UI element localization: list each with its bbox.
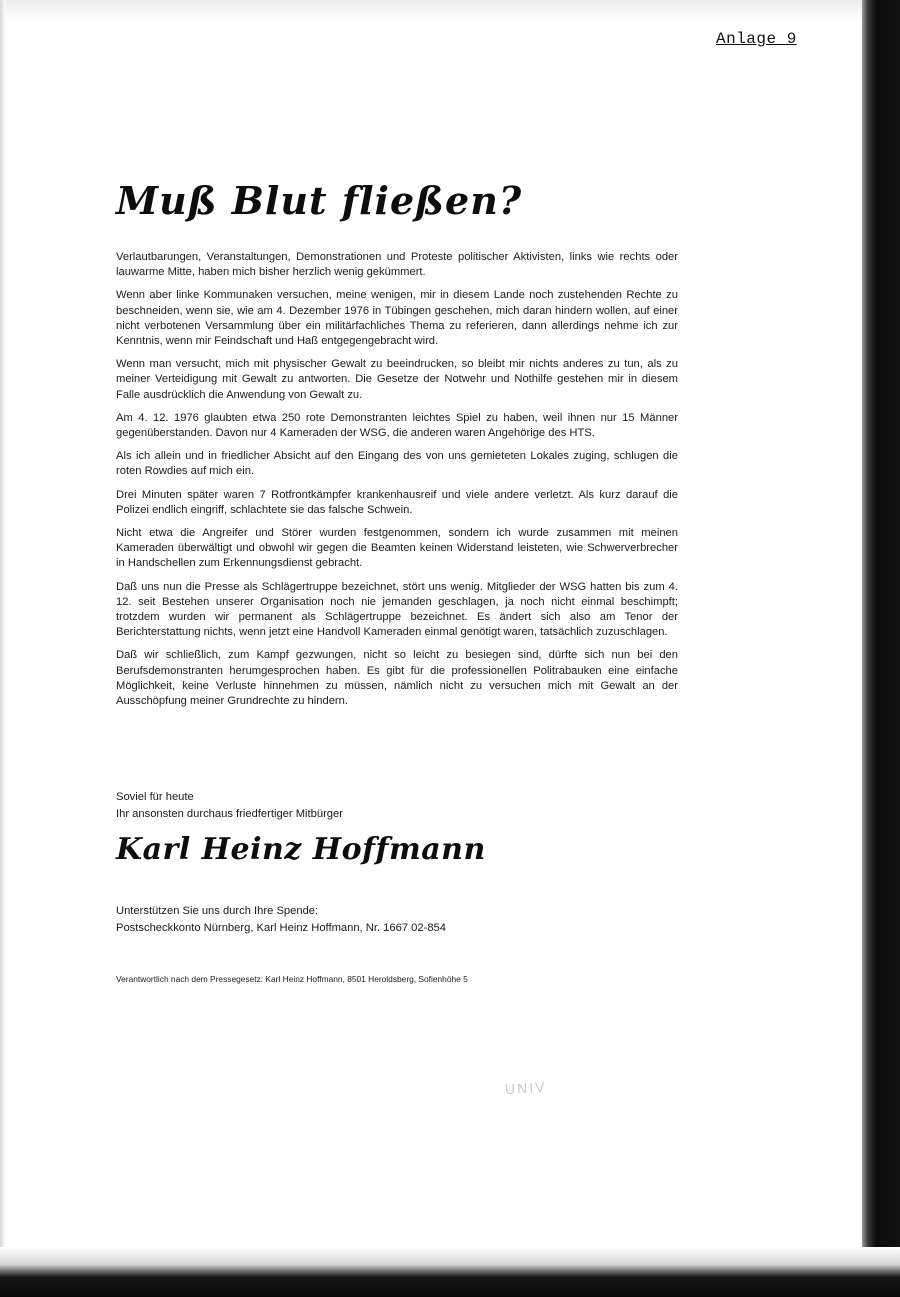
donation-line: Postscheckkonto Nürnberg, Karl Heinz Hoffmann, Nr. 1667 02-854 [116,922,447,934]
scan-edge-right [862,0,900,1297]
paragraph: Als ich allein und in friedlicher Absicht auf den Eingang des von uns gemieteten Lokales zuging, schlugen die roten Rowdies auf mich ein. [116,450,678,478]
imprint-note: Verantwortlich nach dem Pressegesetz: Karl Heinz Hoffmann, 8501 Heroldsberg, Sofienhöhe 5 [116,974,468,984]
donation-block [116,903,446,937]
scan-edge-bottom [0,1247,900,1297]
paragraph: Wenn man versucht, mich mit physischer Gewalt zu beeindrucken, so bleibt mir nichts anderes zu tun, als zu meiner Verteidigung mit Gewalt zu antworten. Die Gesetze der Notwehr und Nothilfe gestehen mir in diesem Falle ausdrücklich die Anwendung von Gewalt zu. [116,358,678,401]
library-stamp: UNIV [504,1078,547,1098]
closing-line: Soviel für heute [116,791,194,803]
signature: Karl Heinz Hoffmann [116,832,486,867]
scan-edge-top [0,0,900,22]
paragraph: Wenn aber linke Kommunaken versuchen, meine wenigen, mir in diesem Lande noch zustehenden Rechte zu beschneiden, wenn sie, wie am 4. Dezember 1976 in Tübingen geschehen, mich daran hindern wollen, auf einer nicht verbotenen Versammlung über ein militärfachliches Thema zu referieren, dann allerdings nehme ich zur Kenntnis, wenn mir Feindschaft und Haß entgegengebracht wird. [116,289,678,348]
closing-block [116,789,343,823]
annex-label: Anlage 9 [716,30,797,48]
donation-line: Unterstützen Sie uns durch Ihre Spende: [116,905,319,917]
page-title: Muß Blut fließen? [116,178,523,223]
paragraph: Verlautbarungen, Veranstaltungen, Demonstrationen und Proteste politischer Aktivisten, links wie rechts oder lauwarme Mitte, haben mich bisher herzlich wenig gekümmert. [116,251,678,279]
paragraph: Daß uns nun die Presse als Schlägertruppe bezeichnet, stört uns wenig. Mitglieder der WSG hatten bis zum 4. 12. seit Bestehen unserer Organisation noch nie jemanden geschlagen, ja noch nicht einmal beschimpft; trotzdem wurden wir permanent als Schlägertruppe bezeichnet. Es ändert sich also am Tenor der Berichterstattung nichts, wenn jetzt eine Handvoll Kameraden einmal genötigt waren, tatsächlich zuzuschlagen. [116,580,678,639]
paragraph: Daß wir schließlich, zum Kampf gezwungen, nicht so leicht zu besiegen sind, dürfte sich nun bei den Berufsdemonstranten herumgesprochen haben. Es gibt für die professionellen Politrabauken eine einfache Möglichkeit, keine Verluste hinnehmen zu müssen, nämlich nicht zu versuchen mich mit Gewalt an der Ausschöpfung meiner Grundrechte zu hindern. [116,649,678,708]
scan-edge-left [0,0,6,1297]
closing-line: Ihr ansonsten durchaus friedfertiger Mitbürger [116,808,343,820]
paragraph: Am 4. 12. 1976 glaubten etwa 250 rote Demonstranten leichtes Spiel zu haben, weil ihnen nur 15 Männer gegenüberstanden. Davon nur 4 Kameraden der WSG, die anderen waren Angehörige des HTS. [116,411,678,440]
paragraph: Drei Minuten später waren 7 Rotfrontkämpfer krankenhausreif und viele andere verletzt. Als kurz darauf die Polizei endlich eingriff, schlachtete sie das falsche Schwein. [116,488,678,516]
paragraph: Nicht etwa die Angreifer und Störer wurden festgenommen, sondern ich wurde zusammen mit meinen Kameraden überwältigt und obwohl wir gegen die Beamten keinen Widerstand leisteten, wie Schwerverbrecher in Handschellen zum Erkennungsdienst gebracht. [116,527,678,570]
article-body [116,250,678,717]
